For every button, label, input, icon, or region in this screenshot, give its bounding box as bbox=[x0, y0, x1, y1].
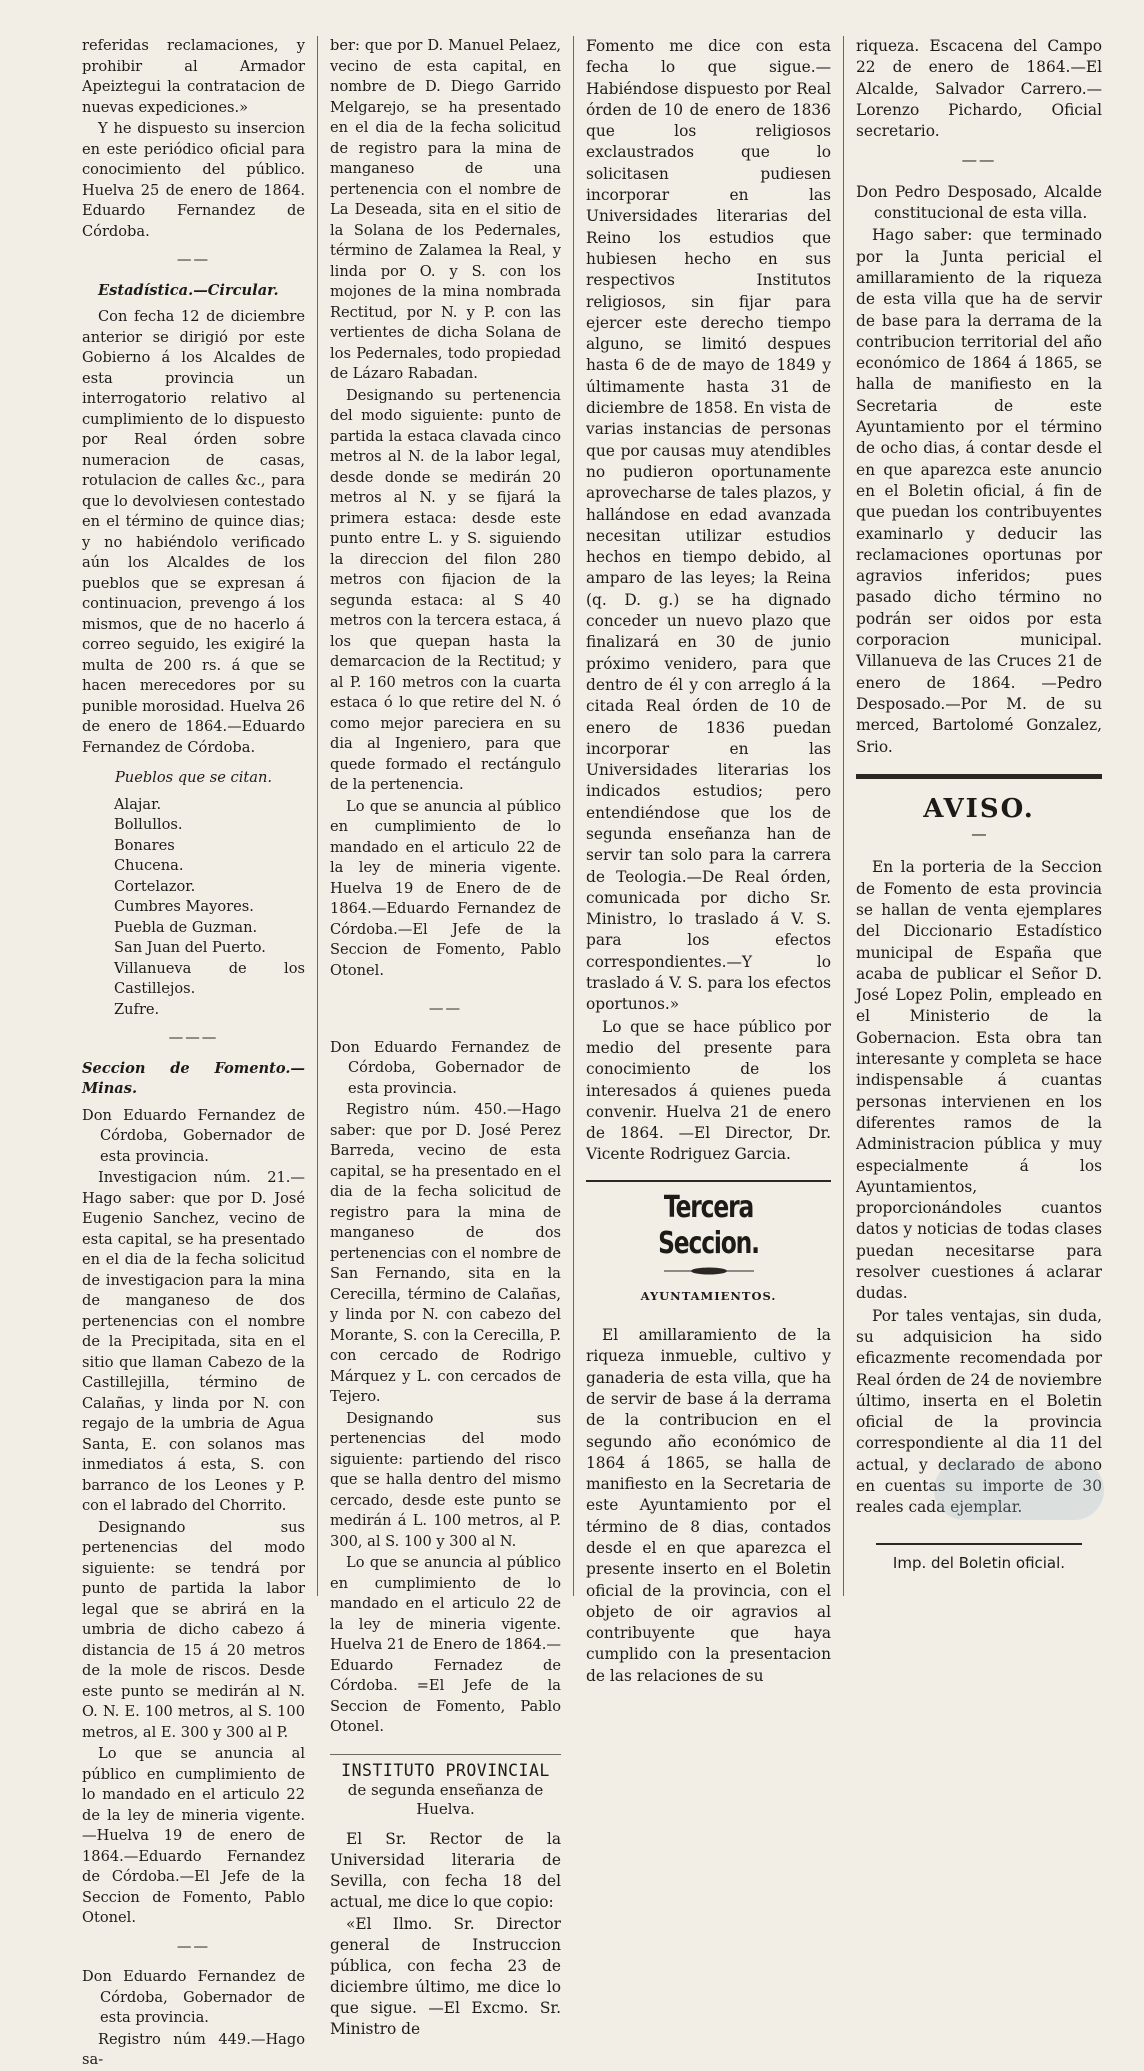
paragraph: Don Eduardo Fernandez de Córdoba, Gobernador de esta provincia. bbox=[82, 1106, 305, 1165]
institute-subtitle: de segunda enseñanza de Huelva. bbox=[347, 1781, 544, 1818]
section-heading-fomento: Seccion de Fomento.—Minas. bbox=[82, 1059, 305, 1097]
list-item: Puebla de Guzman. bbox=[114, 918, 258, 936]
footer-rule bbox=[876, 1543, 1082, 1545]
subheading-pueblos: Pueblos que se citan. bbox=[114, 769, 272, 786]
ornament-icon bbox=[664, 1266, 754, 1276]
paragraph: riqueza. Escacena del Campo 22 de enero de 1864.—El Alcalde, Salvador Carrero.—Lorenzo Pichardo, Oficial secretario. bbox=[856, 37, 1102, 141]
section-heading-estadistica: Estadística.—Circular. bbox=[98, 281, 279, 299]
section-rule bbox=[856, 774, 1102, 779]
list-item: San Juan del Puerto. bbox=[114, 939, 266, 956]
paragraph: Fomento me dice con esta fecha lo que sigue.—Habiéndose dispuesto por Real órden de 10 de enero de 1836 que los religiosos exclaustrados que lo solicitasen pudiesen incorporar en las Universidades literarias del Reino los estudios que hubiesen hecho en sus respectivos Institutos religiosos, sin fijar para ejercer este derecho tiempo alguno, se limitó despues hasta 6 de de mayo de 1849 y últimamente hasta 31 de diciembre de 1858. En vista de varias instancias de personas que por causas muy atendibles no pudieron oportunamente aprovecharse de tales plazos, y hallándose en edad avanzada necesitan utilizar estudios hechos en tiempo debido, al amparo de las leyes; la Reina (q. D. g.) se ha dignado conceder un nuevo plazo que finalizará en 30 de junio próximo venidero, para que dentro de él y con arreglo á la citada Real órden de 10 de enero de 1836 puedan incorporar en las Universidades literarias los indicados estudios; pero entendiéndose que los de segunda enseñanza han de servir tan solo para la carrera de Teologia.—De Real órden, comunicada por dicho Sr. Ministro, lo traslado á V. S. para los efectos correspondientes.—Y lo traslado á V. S. para los efectos oportunos.» bbox=[586, 37, 831, 1014]
paragraph: «El Ilmo. Sr. Director general de Instruccion pública, con fecha 23 de diciembre último, me dice lo que sigue. —El Excmo. Sr. Ministro de bbox=[330, 1915, 561, 2038]
column-1 bbox=[70, 36, 318, 2068]
list-item: Chucena. bbox=[114, 857, 184, 874]
paragraph: Hago saber: que terminado por la Junta pericial el amillaramiento de la riqueza de esta villa que ha de servir de base para la derrama de la contribucion territorial del año económico de 1864 á 1865, se halla de manifiesto en la Secretaria de este Ayuntamiento por el término de ocho dias, á contar desde el en que aparezca este anuncio en el Boletin oficial, á fin de que puedan los contribuyentes examinarlo y deducir las reclamaciones oportunas por agravios inferidos; pues pasado dicho término no podrán ser oidos por esta corporacion municipal. Villanueva de las Cruces 21 de enero de 1864. —Pedro Desposado.—Por M. de su merced, Bartolomé Gonzalez, Srio. bbox=[856, 226, 1102, 756]
paragraph: En la porteria de la Seccion de Fomento de esta provincia se hallan de venta ejemplares del Diccionario Estadístico municipal de España que acaba de publicar el Señor D. José Lopez Polin, empleado en el Ministerio de la Gobernacion. Esta obra tan interesante y completa se hace indispensable á cuantas personas intervienen en los diferentes ramos de la Administracion pública y muy especialmente á los Ayuntamientos, proporcionándoles cuantos datos y noticias de todas clases puedan necesitarse para resolver cuestiones á aclarar dudas. bbox=[856, 858, 1102, 1303]
towns-list bbox=[82, 795, 305, 1021]
paragraph: Con fecha 12 de diciembre anterior se dirigió por este Gobierno á los Alcaldes de esta provincia un interrogatorio relativo al cumplimiento de lo dispuesto por Real órden sobre numeracion de casas, rotulacion de calles &c., para que lo devolviesen contestado en el término de quince dias; y no habiéndolo verificado aún los Alcaldes de los pueblos que se expresan á continuacion, prevengo á los mismos, que de no hacerlo á correo seguido, les exigiré la multa de 200 rs. á que se hacen merecedores por su punible morosidad. Huelva 26 de enero de 1864.—Eduardo Fernandez de Córdoba. bbox=[82, 308, 305, 756]
paragraph: referidas reclamaciones, y prohibir al Armador Apeiztegui la contratacion de nuevas expediciones.» bbox=[82, 37, 305, 116]
paragraph: Lo que se anuncia al público en cumplimiento de lo mandado en el articulo 22 de la ley de mineria vigente.—Huelva 19 de enero de 1864.—Eduardo Fernandez de Córdoba.—El Jefe de la Seccion de Fomento, Pablo Otonel. bbox=[82, 1745, 305, 1926]
section-rule bbox=[586, 1180, 831, 1182]
institute-title: INSTITUTO PROVINCIAL bbox=[330, 1754, 561, 1782]
separator: —— bbox=[176, 251, 211, 268]
paragraph: Investigacion núm. 21.—Hago saber: que por D. José Eugenio Sanchez, vecino de esta capital, se ha presentado en el dia de la fecha solicitud de investigacion para la mina de manganeso de dos pertenencias con el nombre de la Precipitada, sita en el sitio que llaman Cabezo de la Castillejilla, término de Calañas, y linda por N. con regajo de la umbria de Agua Santa, E. con solanos mas inmediatos á esta, S. con barranco de los Leones y P. con el labrado del Chorrito. bbox=[82, 1169, 305, 1514]
paragraph: Por tales ventajas, sin duda, su adquisicion ha sido eficazmente recomendada por Real órden de 24 de noviembre último, inserta en el Boletin oficial de la provincia correspondiente al dia 11 del actual, y declarado de abono en cuentas su importe de 30 reales cada ejemplar. bbox=[856, 1306, 1102, 1517]
imprint: Imp. del Boletin oficial. bbox=[892, 1553, 1066, 1572]
paragraph: El amillaramiento de la riqueza inmueble, cultivo y ganaderia de esta villa, que ha de servir de base á la derrama de la contribucion en el segundo año económico de 1864 á 1865, se halla de manifiesto en la Secretaria de este Ayuntamiento por el término de 8 dias, contados desde el en que aparezca el presente inserto en el Boletin oficial de la provincia, con el objeto de oir agravios al contribuyente que haya cumplido con la presentacion de las relaciones de su bbox=[586, 1326, 831, 1685]
separator: —— bbox=[428, 1000, 463, 1017]
list-item: Villanueva de los Castillejos. bbox=[114, 959, 305, 997]
separator: —— bbox=[961, 151, 997, 170]
paragraph: Y he dispuesto su insercion en este periódico oficial para conocimiento del público. Huelva 25 de enero de 1864. Eduardo Fernandez de Córdoba. bbox=[82, 120, 305, 240]
separator: ——— bbox=[168, 1029, 219, 1046]
paragraph: ber: que por D. Manuel Pelaez, vecino de esta capital, en nombre de D. Diego Garrido Melgarejo, se ha presentado en el dia de la fecha solicitud de registro para la mina de manganeso de una pertenencia con el nombre de La Deseada, sita en el sitio de la Solana de los Pedernales, término de Zalamea la Real, y linda por O. y S. con los mojones de la mina nombrada Rectitud, por N. y P. con las vertientes de dicha Solana de los Pedernales, todo propiedad de Lázaro Rabadan. bbox=[330, 37, 561, 382]
paragraph: Designando sus pertenencias del modo siguiente: se tendrá por punto de partida la labor legal que se abrirá en la umbria de dicho cabezo á distancia de 15 á 20 metros de la mole de riscos. Desde este punto se medirán al N. O. N. E. 100 metros, al S. 100 metros, al E. 300 y 300 al P. bbox=[82, 1518, 305, 1741]
paragraph: Lo que se anuncia al público en cumplimiento de lo mandado en el articulo 22 de la ley de mineria vigente. Huelva 19 de Enero de de 1864.—Eduardo Fernandez de Córdoba.—El Jefe de la Seccion de Fomento, Pablo Otonel. bbox=[330, 797, 561, 979]
notice-title: AVISO. bbox=[923, 793, 1035, 824]
paper-stain bbox=[934, 1460, 1104, 1520]
paragraph: Don Eduardo Fernandez de Córdoba, Gobernador de esta provincia. bbox=[82, 1968, 305, 2026]
paragraph: Designando su pertenencia del modo siguiente: punto de partida la estaca clavada cinco metros al N. de la labor legal, desde donde se medirán 20 metros al N. y se fijará la primera estaca: desde este punto entre L. y S. siguiendo la direccion del filon 280 metros con fijacion de la segunda estaca: al S 40 metros con la tercera estaca, á los que quepan hasta la demarcacion de la Rectitud; y al P. 160 metros con la cuarta estaca ó lo que retire del N. ó como mejor pareciera en su dia al Ingeniero, para que quede formado el rectángulo de la pertenencia. bbox=[330, 386, 561, 793]
list-item: Alajar. bbox=[114, 795, 162, 813]
paragraph: Don Eduardo Fernandez de Córdoba, Gobernador de esta provincia. bbox=[330, 1038, 561, 1097]
paragraph: Lo que se anuncia al público en cumplimiento de lo mandado en el articulo 22 de la ley de mineria vigente. Huelva 21 de Enero de 1864.—Eduardo Fernadez de Córdoba. =El Jefe de la Seccion de Fomento, Pablo Otonel. bbox=[330, 1554, 561, 1735]
paragraph: El Sr. Rector de la Universidad literaria de Sevilla, con fecha 18 del actual, me dice lo que copio: bbox=[330, 1830, 561, 1911]
list-item: Cortelazor. bbox=[114, 877, 196, 895]
list-item: Zufre. bbox=[114, 1000, 160, 1018]
list-item: Bonares bbox=[114, 836, 175, 854]
paragraph: Designando sus pertenencias del modo siguiente: partiendo del risco que se halla dentro del mismo cercado, desde este punto se medirán á L. 100 metros, al P. 300, al S. 100 y 300 al N. bbox=[330, 1409, 561, 1550]
paragraph: Don Pedro Desposado, Alcalde constitucional de esta villa. bbox=[856, 182, 1102, 223]
paragraph: Lo que se hace público por medio del presente para conocimiento de los interesados á quienes pueda convenir. Huelva 21 de enero de 1864. —El Director, Dr. Vicente Rodriguez Garcia. bbox=[586, 1017, 831, 1164]
list-item: Bollullos. bbox=[114, 816, 183, 833]
separator: —— bbox=[176, 1937, 211, 1955]
separator: — bbox=[971, 825, 987, 844]
column-4 bbox=[844, 36, 1114, 1596]
column-3 bbox=[574, 36, 844, 1685]
subheading-ayuntamientos: AYUNTAMIENTOS. bbox=[640, 1288, 777, 1303]
section-title-tercera: Tercera Seccion. bbox=[658, 1189, 759, 1261]
column-2 bbox=[318, 36, 574, 2038]
list-item: Cumbres Mayores. bbox=[114, 898, 254, 915]
paragraph: Registro núm 449.—Hago sa- bbox=[82, 2030, 305, 2068]
paragraph: Registro núm. 450.—Hago saber: que por D. José Perez Barreda, vecino de esta capital, se ha presentado en el dia de la fecha solicitud de registro para la mina de manganeso de dos pertenencias con el nombre de San Fernando, sita en la Cerecilla, término de Calañas, y linda por N. con cabezo del Morante, S. con la Cerecilla, P. con cercado de Rodrigo Márquez y L. con cercados de Tejero. bbox=[330, 1101, 561, 1405]
